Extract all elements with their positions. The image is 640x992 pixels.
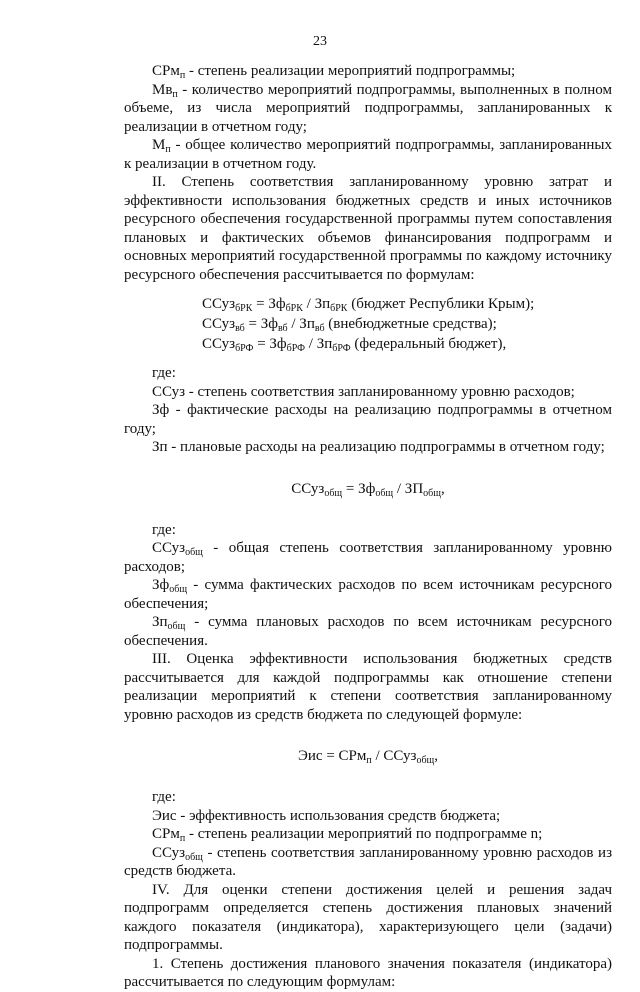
- formula-total: ССуз$_{общ}$ = $Зф_{общ} / ЗП_{общ}$,: [291, 480, 445, 499]
- definition-eis: Эис - эффективность использования средств бюджета;: [152, 807, 501, 824]
- formula-efficiency: Эис = СРм$_п$ / ССуз$_{общ}$,: [297, 748, 439, 766]
- where-label: где:: [152, 789, 176, 805]
- definition-zp: Зп - плановые расходы на реализацию подпрограммы в отчетном году;: [152, 439, 605, 455]
- formula-block-sources: [202, 294, 612, 354]
- section-iii-paragraph: III. Оценка эффективности использования бюджетных средств рассчитывается для каждой подпрограммы как отношение степени реализации мероприятий к степени соответствия запланированному уровню расходов из средств бюджета по следующей формуле:: [124, 651, 612, 723]
- formula-budget-rk: ССуз$_{бРК}$ = $Зф_{бРК} / Зп_{бРК}$ (бюджет Республики Крым);: [202, 296, 535, 314]
- definition-mv: $Мв_п$ - количество мероприятий подпрограммы, выполненных в полном объеме, из числа мероприятий подпрограммы, запланированных к реализации в отчетном году;: [124, 81, 612, 135]
- definition-m: $М_п$ - общее количество мероприятий подпрограммы, запланированных к реализации в отчетном году.: [124, 137, 612, 172]
- definition-srm: СРм$_п$ - степень реализации мероприятий подпрограммы;: [152, 63, 516, 81]
- section-ii-paragraph: II. Степень соответствия запланированному уровню затрат и эффективности использования бюджетных средств и иных источников ресурсного обеспечения государственной программы путем сопоставления плановых и фактических объемов финансирования подпрограмм и основных мероприятий государственной программы по каждому источнику ресурсного обеспечения рассчитывается по формулам:: [124, 174, 612, 283]
- definition-ssuz-budget: ССуз$_{общ}$ - степень соответствия запланированному уровню расходов из средств бюджета.: [124, 844, 612, 879]
- definition-srm-n: СРм$_п$ - степень реализации мероприятий по подпрограмме n;: [152, 826, 543, 844]
- where-label: где:: [152, 521, 176, 538]
- definition-zf: Зф - фактические расходы на реализацию подпрограммы в отчетном году;: [124, 402, 612, 437]
- formula-federal: ССуз$_{бРФ}$ = $Зф_{бРФ} / Зп_{бРФ}$ (федеральный бюджет),: [202, 336, 507, 354]
- definition-ssuz-total: ССуз$_{общ}$ - общая степень соответствия запланированному уровню расходов;: [124, 540, 612, 575]
- page-number: 23: [313, 34, 327, 49]
- formula-extrabudget: ССуз$_{вб}$ = $Зф_{вб} / Зп_{вб}$ (внебюджетные средства);: [202, 316, 497, 334]
- definition-zp-total: $Зп_{общ}$ - сумма плановых расходов по всем источникам ресурсного обеспечения.: [124, 614, 612, 649]
- indicator-paragraph: 1. Степень достижения планового значения показателя (индикатора) рассчитывается по следующим формулам:: [124, 955, 612, 990]
- document-body: [124, 62, 612, 992]
- section-iv-paragraph: IV. Для оценки степени достижения целей и решения задач подпрограмм определяется степень достижения плановых значений каждого показателя (индикатора), характеризующего цели (задачи) подпрограммы.: [124, 881, 612, 953]
- where-label: где:: [152, 365, 176, 381]
- definition-ssuz: ССуз - степень соответствия запланированному уровню расходов;: [152, 383, 575, 400]
- definition-zf-total: $Зф_{общ}$ - сумма фактических расходов по всем источникам ресурсного обеспечения;: [124, 577, 612, 612]
